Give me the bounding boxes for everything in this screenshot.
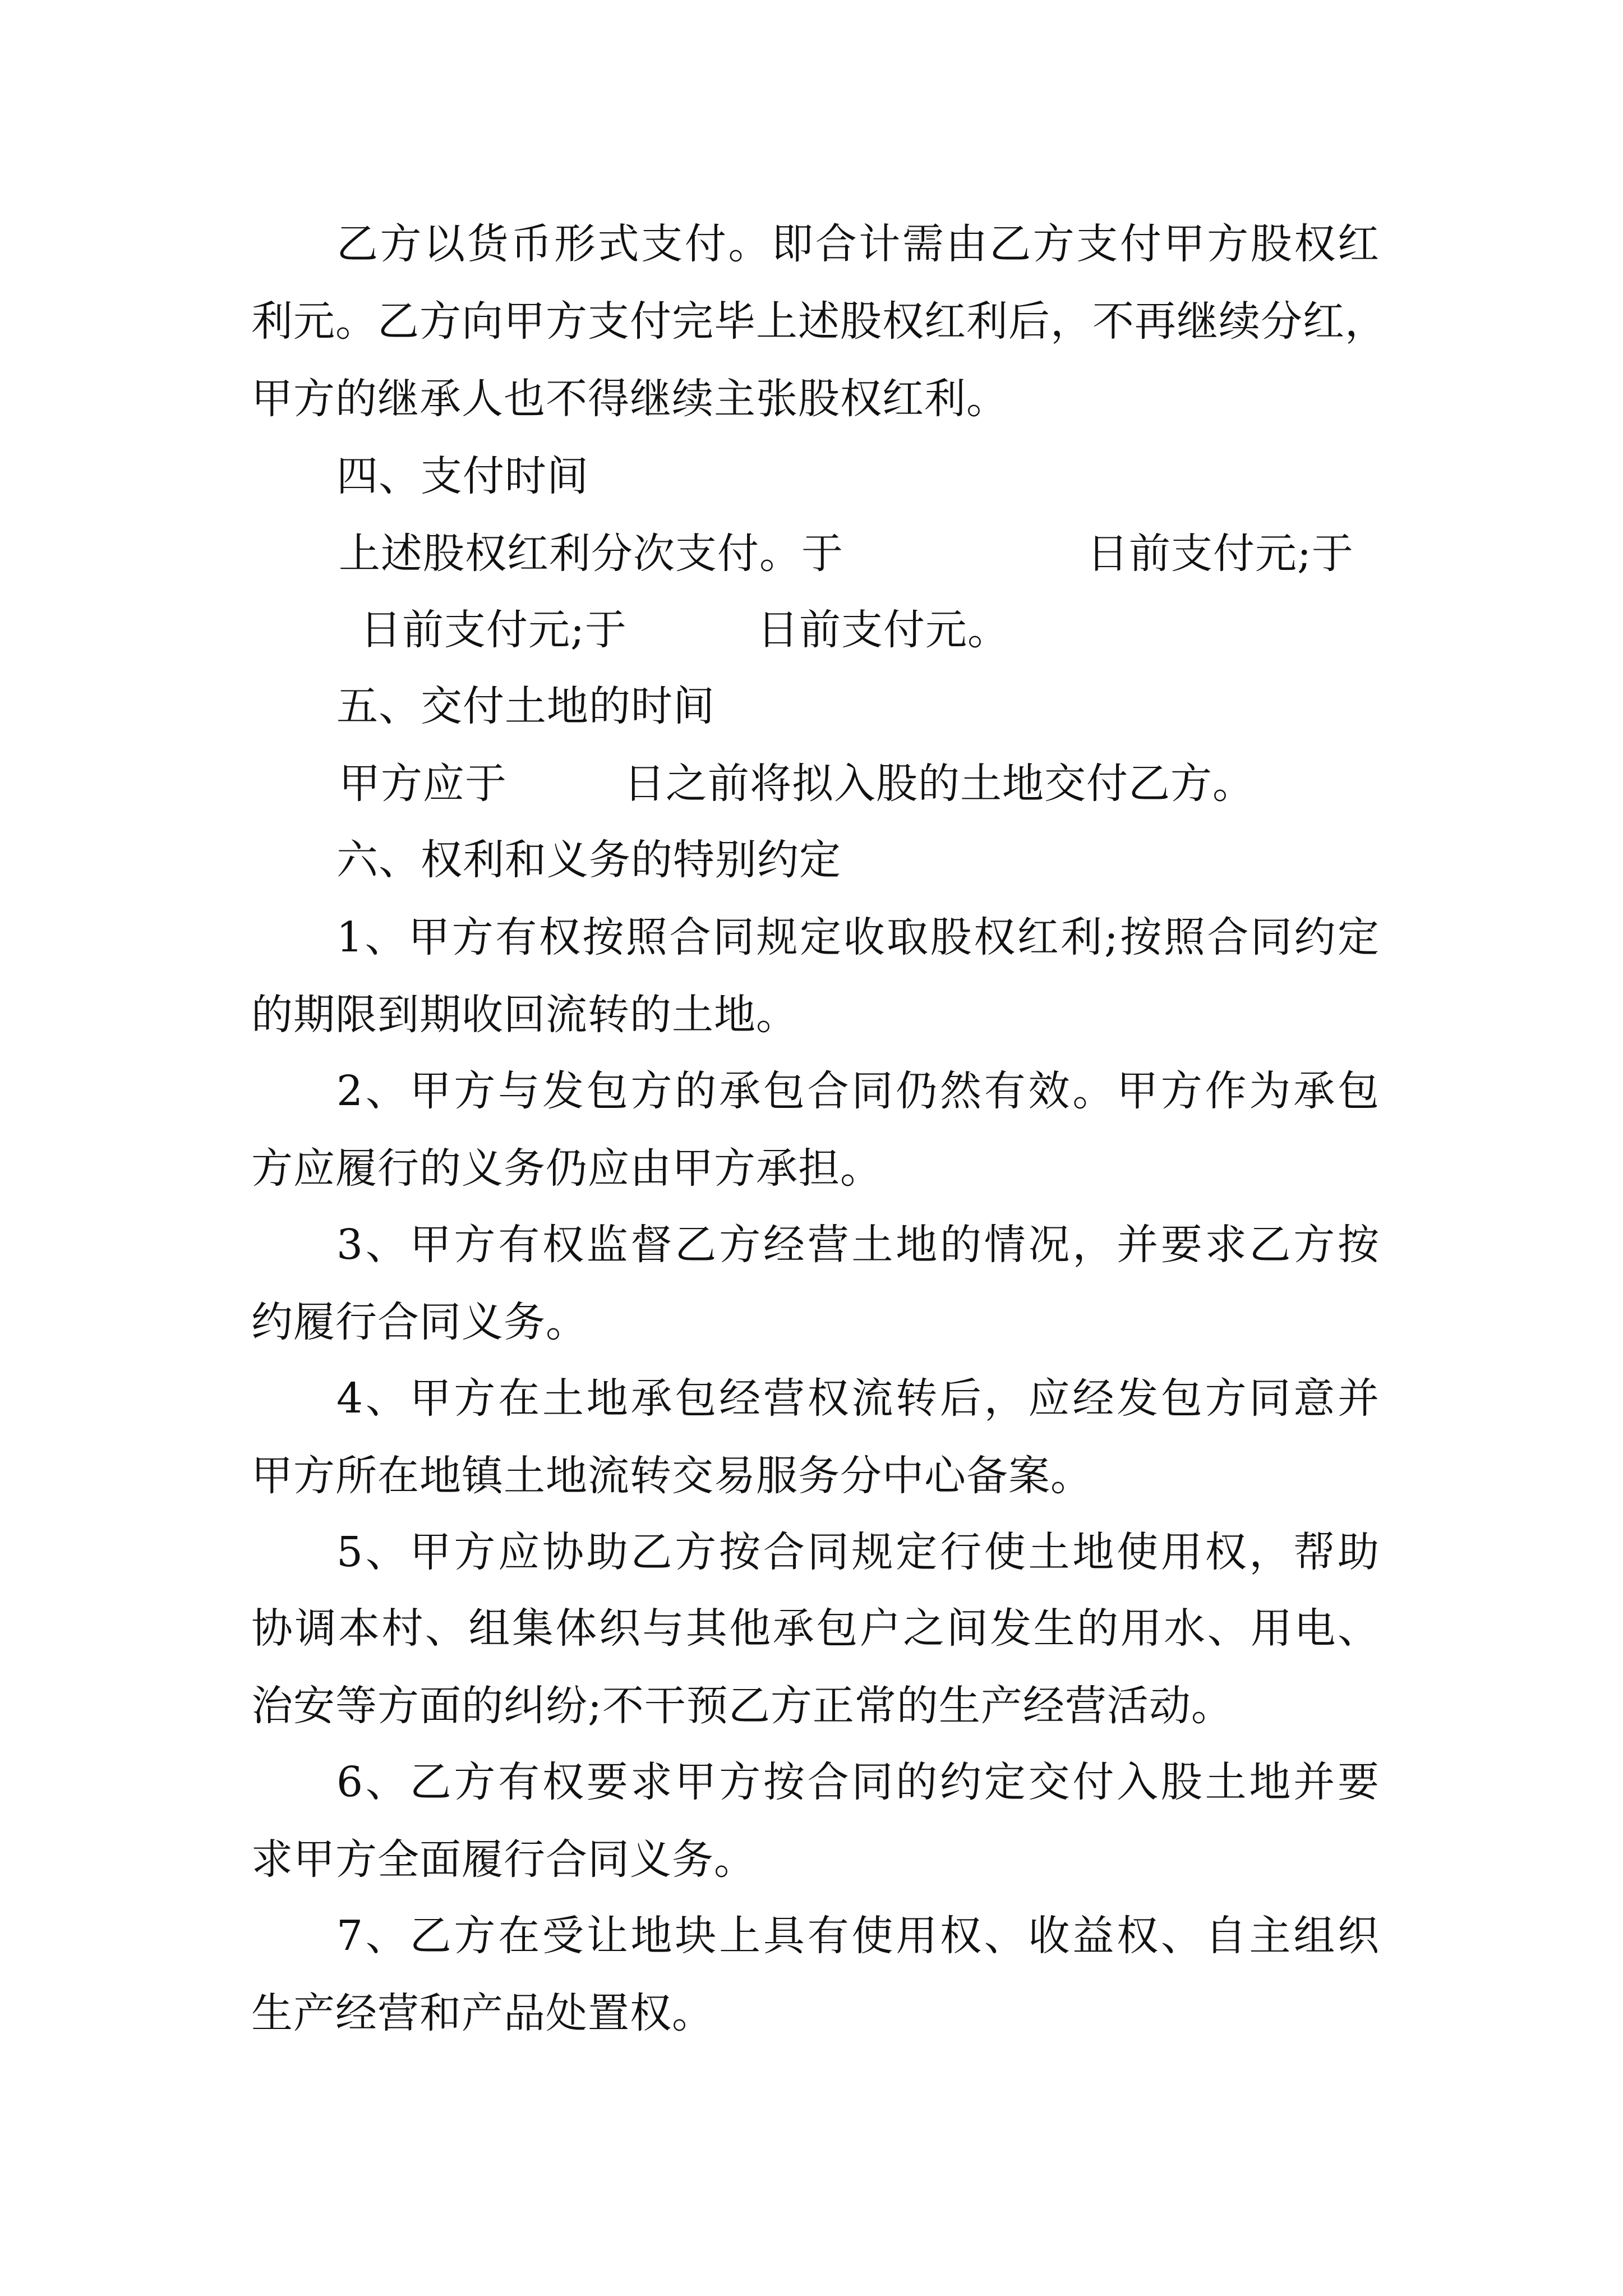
section-heading: 六、权利和义务的特别约定 [336,836,841,884]
paragraph-line: 5、甲方应协助乙方按合同规定行使土地使用权，帮助 [336,1528,1380,1576]
section-heading: 四、支付时间 [336,452,589,500]
paragraph-line: 日前支付元。 [757,606,1009,654]
paragraph-line: 日前支付元;于 [360,606,627,654]
paragraph-line: 求甲方全面履行合同义务。 [251,1835,756,1884]
section-heading: 五、交付土地的时间 [336,682,715,730]
paragraph-line: 利元。乙方向甲方支付完毕上述股权红利后，不再继续分红， [251,297,1387,346]
paragraph-line: 的期限到期收回流转的土地。 [251,991,798,1039]
paragraph-line: 7、乙方在受让地块上具有使用权、收益权、自主组织 [336,1912,1380,1960]
paragraph-line: 治安等方面的纠纷;不干预乙方正常的生产经营活动。 [251,1682,1233,1730]
paragraph-line: 1、甲方有权按照合同规定收取股权红利;按照合同约定 [336,913,1380,961]
paragraph-line: 生产经营和产品处置权。 [251,1989,714,2037]
paragraph-line: 日之前将拟入股的土地交付乙方。 [624,760,1255,808]
paragraph-line: 甲方所在地镇土地流转交易服务分中心备案。 [251,1452,1092,1500]
paragraph-line: 乙方以货币形式支付。即合计需由乙方支付甲方股权红 [336,220,1380,268]
paragraph-line: 协调本村、组集体织与其他承包户之间发生的用水、用电、 [251,1604,1380,1653]
paragraph-line: 上述股权红利分次支付。于 [339,530,843,578]
paragraph-line: 甲方的继承人也不得继续主张股权红利。 [251,375,1008,423]
paragraph-line: 方应履行的义务仍应由甲方承担。 [251,1144,882,1193]
paragraph-line: 6、乙方有权要求甲方按合同的约定交付入股土地并要 [336,1758,1380,1806]
paragraph-line: 4、甲方在土地承包经营权流转后，应经发包方同意并 [336,1374,1380,1423]
paragraph-line: 甲方应于 [339,760,507,808]
paragraph-line: 2、甲方与发包方的承包合同仍然有效。甲方作为承包 [336,1067,1380,1115]
paragraph-line: 约履行合同义务。 [251,1298,588,1346]
paragraph-line: 3、甲方有权监督乙方经营土地的情况，并要求乙方按 [336,1221,1380,1269]
paragraph-line: 日前支付元;于 [1087,530,1354,578]
